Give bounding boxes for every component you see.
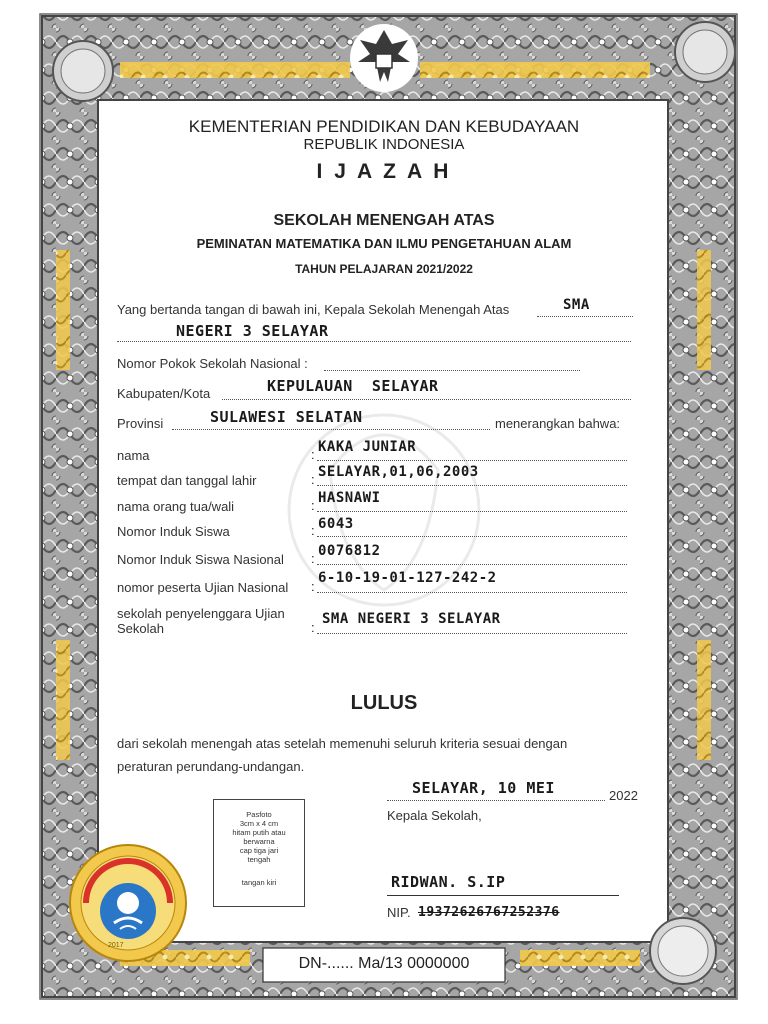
field-value-ttl: SELAYAR,01,06,2003	[318, 464, 479, 480]
seal-year: 2017	[108, 942, 124, 949]
field-label-un: nomor peserta Ujian Nasional	[117, 580, 289, 595]
field-value-nama: KAKA JUNIAR	[318, 439, 417, 455]
program-name: PEMINATAN MATEMATIKA DAN ILMU PENGETAHUAN ALAM	[196, 236, 572, 251]
provinsi-value: SULAWESI SELATAN	[210, 408, 363, 426]
result-description-1: dari sekolah menengah atas setelah memenuhi seluruh kriteria sesuai dengan	[117, 736, 568, 751]
nip-value: 19372626767252376	[418, 905, 560, 920]
field-label-ortu: nama orang tua/wali	[117, 499, 235, 514]
document-serial: DN-...... Ma/13 0000000	[298, 955, 470, 972]
field-value-sekolah: SMA NEGERI 3 SELAYAR	[322, 611, 501, 627]
menerangkan-text: menerangkan bahwa:	[495, 416, 621, 431]
field-label-ttl: tempat dan tanggal lahir	[117, 473, 257, 488]
field-label-sekolah: sekolah penyelenggara Ujian Sekolah	[117, 606, 285, 636]
field-value-un: 6-10-19-01-127-242-2	[318, 570, 497, 586]
npsn-label: Nomor Pokok Sekolah Nasional :	[117, 356, 308, 371]
school-level: SEKOLAH MENENGAH ATAS	[273, 212, 495, 229]
kabupaten-value: KEPULAUAN SELAYAR	[267, 377, 439, 395]
signature-line	[387, 895, 619, 896]
nip-label: NIP.	[387, 905, 411, 920]
photo-placeholder: Pasfoto 3cm x 4 cm hitam putih atau berwarna cap tiga jari tengah tangan kiri	[213, 799, 305, 907]
republic-name: REPUBLIK INDONESIA	[303, 136, 465, 153]
sign-year: 2022	[609, 788, 638, 803]
academic-year: TAHUN PELAJARAN 2021/2022	[295, 262, 473, 276]
sign-place-date: SELAYAR, 10 MEI	[412, 779, 555, 797]
document-title: I J A Z A H	[316, 160, 452, 183]
provinsi-label: Provinsi	[117, 416, 164, 431]
principal-name: RIDWAN. S.IP	[391, 873, 506, 891]
field-label-nisn: Nomor Induk Siswa Nasional	[117, 552, 284, 567]
tut-wuri-handayani-seal	[68, 843, 188, 963]
ministry-name: KEMENTERIAN PENDIDIKAN DAN KEBUDAYAAN	[188, 117, 580, 136]
garuda-emblem	[350, 24, 418, 92]
field-label-nama: nama	[117, 448, 150, 463]
result-status: LULUS	[350, 692, 418, 714]
field-value-nis: 6043	[318, 516, 354, 532]
school-name-part2: NEGERI 3 SELAYAR	[176, 322, 329, 340]
kabupaten-label: Kabupaten/Kota	[117, 386, 211, 401]
field-value-nisn: 0076812	[318, 543, 381, 559]
field-label-nis: Nomor Induk Siswa	[117, 524, 230, 539]
field-value-ortu: HASNAWI	[318, 490, 381, 506]
school-name-part1: SMA	[563, 297, 590, 313]
result-description-2: peraturan perundang-undangan.	[117, 759, 305, 774]
intro-text: Yang bertanda tangan di bawah ini, Kepala Sekolah Menengah Atas	[117, 302, 510, 317]
sign-title: Kepala Sekolah,	[387, 808, 482, 823]
